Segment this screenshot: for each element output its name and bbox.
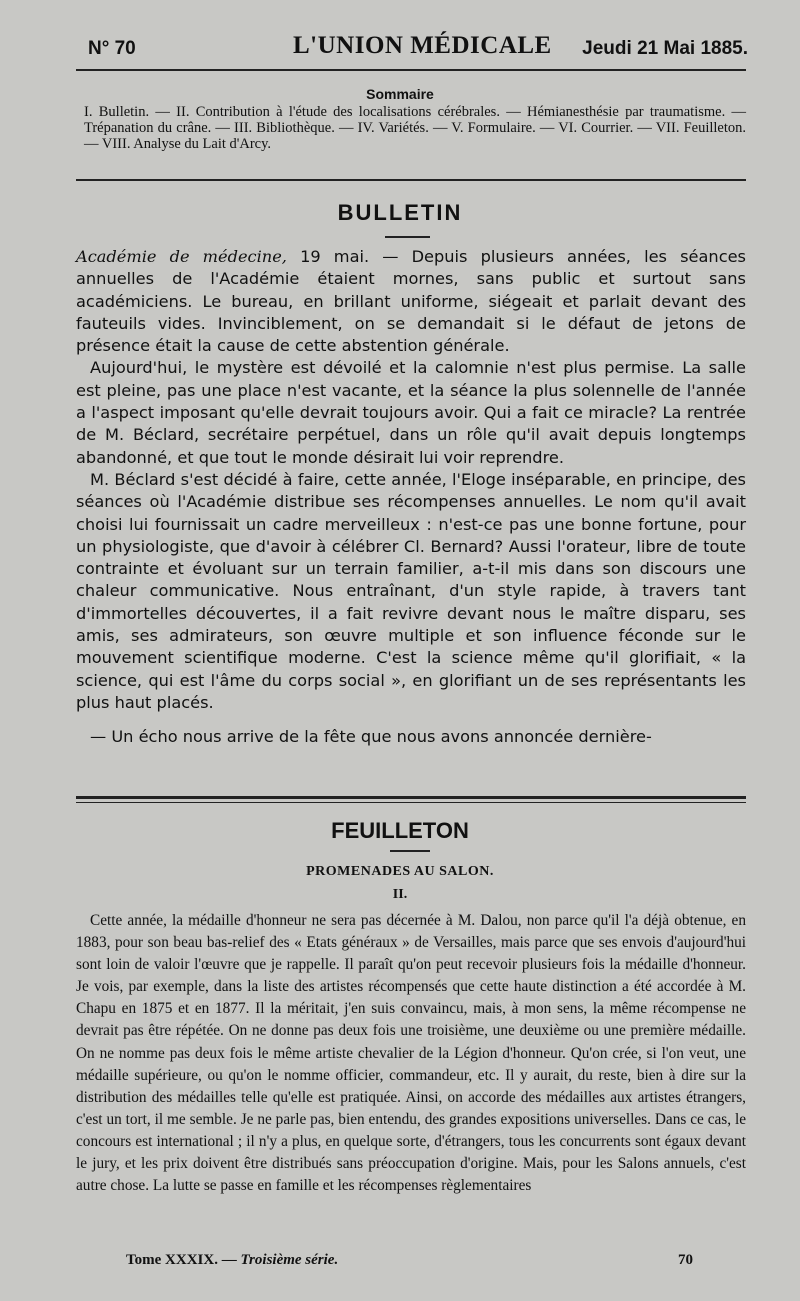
sommaire-text: I. Bulletin. — II. Contribution à l'étude des localisations cérébrales. — Hémianesthésie par traumatisme. — Trépanation du crâne. — III. Bibliothèque. — IV. Variétés. — V. Formulaire. — VI. Courrier. — VII. Feuilleton. — VIII. Analyse du Lait d'Arcy. <box>84 104 746 152</box>
feuilleton-rule <box>76 796 746 799</box>
feuilleton-part: II. <box>392 887 408 902</box>
page-header <box>88 30 748 70</box>
issue-date: Jeudi 21 Mai 1885. <box>582 38 748 59</box>
header-rule <box>76 69 746 71</box>
page-number: 70 <box>678 1252 693 1268</box>
bulletin-paragraph: Académie de médecine, 19 mai. — Depuis plusieurs années, les séances annuelles de l'Académie étaient mornes, sans public et surtout sans académiciens. Le bureau, en brillant uniforme, siégeait et parlait devant des fauteuils vides. Invinciblement, on se demandait si le défaut de jetons de présence était la cause de cette abstention générale. <box>76 247 746 356</box>
sommaire-heading: Sommaire <box>366 86 434 102</box>
bulletin-heading: BULLETIN <box>337 200 463 225</box>
feuilleton-rule-thin <box>76 802 746 803</box>
feuilleton-subheading: PROMENADES AU SALON. <box>306 864 494 879</box>
bulletin-heading-rule <box>385 236 430 238</box>
bulletin-paragraph: — Un écho nous arrive de la fête que nous avons annoncée dernière- <box>90 727 652 747</box>
footer-serie: Troisième série. <box>240 1252 339 1268</box>
issue-number: N° 70 <box>88 38 136 59</box>
sommaire-rule <box>76 179 746 181</box>
feuilleton-heading: FEUILLETON <box>331 818 469 843</box>
footer-tome: Tome XXXIX. — Troisième série. <box>126 1252 339 1268</box>
bulletin-paragraph: M. Béclard s'est décidé à faire, cette année, l'Eloge inséparable, en principe, des séances où l'Académie distribue ses récompenses annuelles. Le nom qu'il avait choisi lui fournissait un cadre merveilleux : n'est-ce pas une bonne fortune, pour un physiologiste, que d'avoir à célébrer Cl. Bernard? Aussi l'orateur, libre de toute contrainte et évoluant sur un terrain familier, a-t-il mis dans son discours une chaleur communicative. Nous entraînant, d'un style rapide, à travers tant d'immortelles découvertes, il a fait revivre devant nous le maître disparu, ses amis, ses admirateurs, son œuvre multiple et son influence féconde sur le mouvement scientifique moderne. C'est la science même qu'il glorifiait, « la science, qui est l'âme du corps social », en glorifiant un de ses représentants les plus haut placés. <box>76 469 746 712</box>
bulletin-body <box>76 246 746 749</box>
journal-title: L'UNION MÉDICALE <box>293 32 552 59</box>
feuilleton-text: Cette année, la médaille d'honneur ne sera pas décernée à M. Dalou, non parce qu'il l'a déjà obtenue, en 1883, pour son beau bas-relief des « Etats généraux » de Versailles, mais parce que ses envois d'aujourd'hui sont loin de valoir l'œuvre que je rappelle. Il paraît qu'on peut recevoir plusieurs fois la médaille d'honneur. Je vois, par exemple, dans la liste des artistes récompensés que cette haute distinction a été accordée à M. Chapu en 1875 et en 1877. Il la méritait, j'en suis convaincu, mais, à mon sens, la même récompense ne devrait pas être répétée. On ne donne pas deux fois une troisième, une deuxième ou une première médaille. On ne nomme pas deux fois le même artiste chevalier de la Légion d'honneur. Qu'on crée, si l'on veut, une médaille supérieure, ou qu'on le nomme officier, commandeur, etc. Il y aurait, du reste, bien à dire sur la distribution des médailles telle qu'elle est pratiquée. Ainsi, on accorde des médailles aux artistes étrangers, c'est un tort, il me semble. Je ne parle pas, bien entendu, des grandes expositions universelles. Dans ce cas, le concours est international ; il n'y a plus, en quelque sorte, d'étrangers, tous les concurrents sont égaux devant le jury, et les prix doivent être distribués sans préoccupation d'origine. Mais, pour les Salons annuels, c'est autre chose. La lutte se passe en famille et les récompenses règlementaires <box>76 912 746 1195</box>
bulletin-lead: Académie de médecine, <box>76 247 287 266</box>
bulletin-paragraph: Aujourd'hui, le mystère est dévoilé et la calomnie n'est plus permise. La salle est pleine, pas une place n'est vacante, et la séance la plus solennelle de l'année a l'aspect imposant qu'elle devrait toujours avoir. Qui a fait ce miracle? La rentrée de M. Béclard, secrétaire perpétuel, dans un rôle qu'il avait depuis longtemps abandonné, et que tout le monde désirait lui voir reprendre. <box>76 358 746 467</box>
feuilleton-heading-rule <box>390 850 430 852</box>
